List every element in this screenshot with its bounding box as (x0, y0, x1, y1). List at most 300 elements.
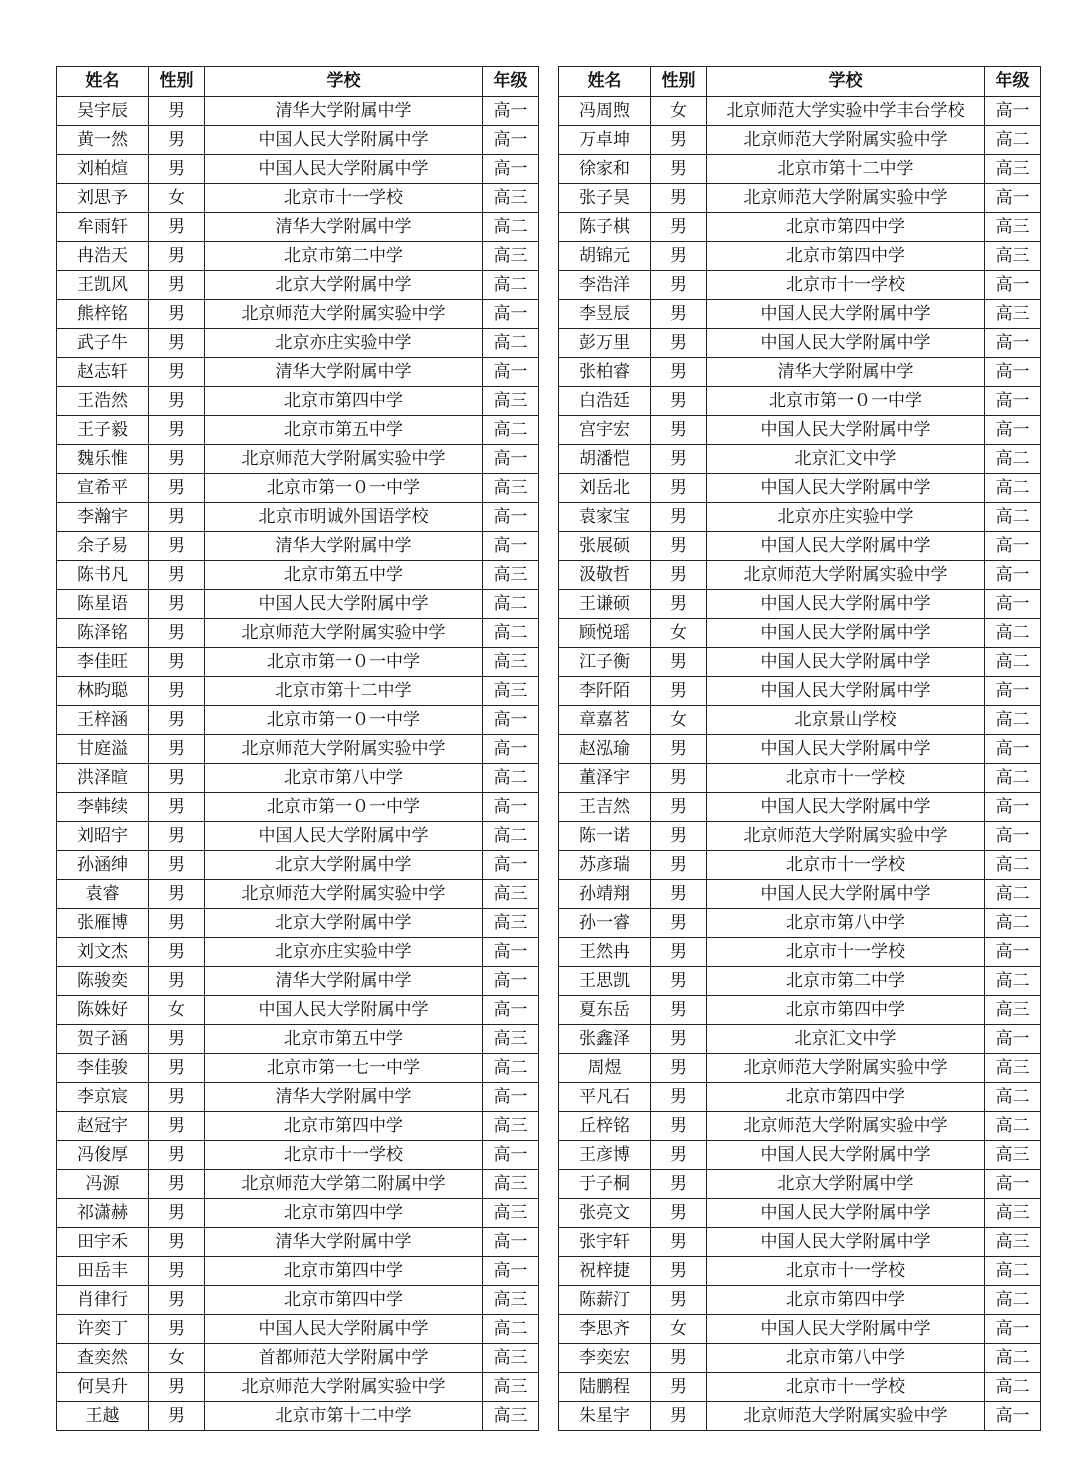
cell-gender: 男 (651, 271, 707, 300)
cell-name: 陈子棋 (559, 213, 651, 242)
cell-gender: 男 (651, 561, 707, 590)
cell-name: 王然冉 (559, 938, 651, 967)
cell-grade: 高二 (985, 619, 1041, 648)
cell-name: 袁家宝 (559, 503, 651, 532)
cell-grade: 高一 (985, 329, 1041, 358)
cell-name: 余子易 (57, 532, 149, 561)
cell-grade: 高一 (483, 1257, 539, 1286)
left-roster-table (56, 66, 539, 1431)
cell-school: 北京师范大学第二附属中学 (205, 1170, 483, 1199)
cell-school: 清华大学附属中学 (707, 358, 985, 387)
cell-name: 陆鹏程 (559, 1373, 651, 1402)
table-row (559, 706, 1041, 735)
cell-gender: 男 (149, 851, 205, 880)
table-row (57, 967, 539, 996)
cell-name: 何昊升 (57, 1373, 149, 1402)
cell-school: 中国人民大学附属中学 (707, 735, 985, 764)
table-row (559, 648, 1041, 677)
cell-grade: 高三 (985, 1199, 1041, 1228)
cell-name: 李韩续 (57, 793, 149, 822)
header-name: 姓名 (57, 67, 149, 97)
cell-school: 北京市第十二中学 (205, 677, 483, 706)
cell-grade: 高三 (985, 1054, 1041, 1083)
cell-name: 王思凯 (559, 967, 651, 996)
cell-grade: 高一 (483, 1083, 539, 1112)
cell-gender: 男 (651, 822, 707, 851)
cell-school: 北京师范大学附属实验中学 (707, 184, 985, 213)
cell-name: 刘柏煊 (57, 155, 149, 184)
cell-school: 北京市第四中学 (205, 1112, 483, 1141)
table-row (559, 735, 1041, 764)
cell-gender: 男 (149, 155, 205, 184)
cell-name: 张展硕 (559, 532, 651, 561)
cell-grade: 高一 (985, 387, 1041, 416)
table-row (559, 677, 1041, 706)
cell-name: 陈骏奕 (57, 967, 149, 996)
table-row (559, 1315, 1041, 1344)
table-row (57, 1199, 539, 1228)
cell-gender: 男 (651, 1170, 707, 1199)
cell-school: 北京师范大学附属实验中学 (205, 300, 483, 329)
cell-gender: 男 (149, 126, 205, 155)
cell-name: 田岳丰 (57, 1257, 149, 1286)
cell-gender: 男 (651, 213, 707, 242)
cell-gender: 男 (651, 1344, 707, 1373)
cell-gender: 男 (149, 532, 205, 561)
table-row (57, 300, 539, 329)
table-row (57, 155, 539, 184)
cell-gender: 女 (149, 184, 205, 213)
cell-school: 中国人民大学附属中学 (707, 1141, 985, 1170)
cell-school: 中国人民大学附属中学 (205, 590, 483, 619)
cell-grade: 高三 (985, 996, 1041, 1025)
cell-grade: 高一 (985, 1402, 1041, 1431)
cell-gender: 男 (149, 938, 205, 967)
cell-grade: 高三 (483, 1344, 539, 1373)
cell-name: 夏东岳 (559, 996, 651, 1025)
table-row (57, 184, 539, 213)
cell-gender: 男 (651, 793, 707, 822)
table-row (57, 677, 539, 706)
table-row (559, 213, 1041, 242)
table-row (57, 271, 539, 300)
table-row (57, 1257, 539, 1286)
cell-name: 汲敬哲 (559, 561, 651, 590)
cell-gender: 男 (149, 735, 205, 764)
cell-school: 北京大学附属中学 (205, 271, 483, 300)
table-row (559, 358, 1041, 387)
cell-name: 刘岳北 (559, 474, 651, 503)
cell-gender: 男 (149, 822, 205, 851)
cell-school: 北京师范大学附属实验中学 (707, 561, 985, 590)
cell-gender: 男 (149, 387, 205, 416)
cell-grade: 高二 (483, 590, 539, 619)
table-row (57, 474, 539, 503)
cell-gender: 男 (149, 242, 205, 271)
cell-gender: 男 (149, 1141, 205, 1170)
cell-gender: 男 (651, 1112, 707, 1141)
cell-grade: 高一 (985, 677, 1041, 706)
cell-name: 苏彦瑞 (559, 851, 651, 880)
cell-gender: 男 (651, 184, 707, 213)
cell-name: 张雁博 (57, 909, 149, 938)
cell-gender: 男 (651, 735, 707, 764)
cell-gender: 女 (651, 706, 707, 735)
cell-grade: 高一 (483, 1228, 539, 1257)
cell-gender: 男 (651, 1199, 707, 1228)
cell-gender: 男 (149, 503, 205, 532)
cell-gender: 男 (149, 1373, 205, 1402)
cell-name: 王越 (57, 1402, 149, 1431)
table-row (57, 1402, 539, 1431)
cell-school: 北京市十一学校 (707, 851, 985, 880)
cell-grade: 高二 (985, 764, 1041, 793)
cell-school: 中国人民大学附属中学 (205, 126, 483, 155)
cell-gender: 男 (149, 1286, 205, 1315)
cell-school: 北京汇文中学 (707, 445, 985, 474)
cell-school: 中国人民大学附属中学 (205, 1315, 483, 1344)
cell-school: 清华大学附属中学 (205, 213, 483, 242)
table-row (57, 822, 539, 851)
cell-school: 北京大学附属中学 (707, 1170, 985, 1199)
cell-name: 牟雨轩 (57, 213, 149, 242)
cell-name: 董泽宇 (559, 764, 651, 793)
cell-school: 北京市十一学校 (707, 764, 985, 793)
cell-grade: 高一 (483, 938, 539, 967)
cell-name: 祁潇赫 (57, 1199, 149, 1228)
cell-grade: 高三 (985, 242, 1041, 271)
header-grade: 年级 (985, 67, 1041, 97)
table-row (57, 503, 539, 532)
cell-gender: 女 (149, 1344, 205, 1373)
cell-name: 王子毅 (57, 416, 149, 445)
cell-school: 中国人民大学附属中学 (707, 300, 985, 329)
table-row (57, 793, 539, 822)
cell-gender: 男 (149, 445, 205, 474)
cell-gender: 男 (651, 677, 707, 706)
cell-name: 查奕然 (57, 1344, 149, 1373)
cell-gender: 男 (651, 1141, 707, 1170)
cell-grade: 高二 (483, 416, 539, 445)
cell-gender: 男 (651, 1054, 707, 1083)
table-row (559, 503, 1041, 532)
cell-grade: 高一 (483, 793, 539, 822)
table-row (559, 619, 1041, 648)
cell-school: 北京市第八中学 (707, 909, 985, 938)
table-row (57, 213, 539, 242)
cell-name: 贺子涵 (57, 1025, 149, 1054)
cell-gender: 男 (651, 474, 707, 503)
cell-school: 中国人民大学附属中学 (707, 532, 985, 561)
cell-gender: 男 (149, 967, 205, 996)
cell-name: 陈泽铭 (57, 619, 149, 648)
cell-school: 北京师范大学附属实验中学 (205, 619, 483, 648)
cell-gender: 男 (149, 1112, 205, 1141)
cell-name: 徐家和 (559, 155, 651, 184)
cell-name: 吴宇辰 (57, 97, 149, 126)
cell-name: 朱星宇 (559, 1402, 651, 1431)
table-row (559, 1170, 1041, 1199)
cell-grade: 高三 (483, 648, 539, 677)
cell-gender: 男 (149, 590, 205, 619)
cell-school: 北京市第四中学 (707, 996, 985, 1025)
table-row (57, 561, 539, 590)
table-row (57, 909, 539, 938)
table-row (57, 1083, 539, 1112)
cell-gender: 男 (651, 1286, 707, 1315)
table-row (559, 300, 1041, 329)
cell-grade: 高三 (483, 184, 539, 213)
cell-grade: 高三 (483, 387, 539, 416)
cell-name: 刘文杰 (57, 938, 149, 967)
cell-grade: 高一 (483, 851, 539, 880)
table-row (559, 416, 1041, 445)
cell-school: 北京市十一学校 (205, 184, 483, 213)
cell-grade: 高二 (483, 619, 539, 648)
cell-grade: 高二 (483, 329, 539, 358)
table-row (57, 996, 539, 1025)
table-row (559, 97, 1041, 126)
cell-gender: 男 (651, 242, 707, 271)
cell-grade: 高三 (483, 909, 539, 938)
cell-gender: 男 (651, 967, 707, 996)
cell-school: 北京大学附属中学 (205, 909, 483, 938)
cell-school: 中国人民大学附属中学 (707, 648, 985, 677)
right-roster-table (558, 66, 1041, 1431)
cell-grade: 高三 (483, 1170, 539, 1199)
cell-school: 北京市第一七一中学 (205, 1054, 483, 1083)
table-row (559, 561, 1041, 590)
cell-gender: 男 (651, 851, 707, 880)
table-row (559, 1373, 1041, 1402)
cell-school: 北京亦庄实验中学 (707, 503, 985, 532)
cell-school: 北京市第十二中学 (205, 1402, 483, 1431)
cell-grade: 高一 (483, 1141, 539, 1170)
cell-name: 陈书凡 (57, 561, 149, 590)
cell-name: 宫宇宏 (559, 416, 651, 445)
cell-gender: 男 (651, 880, 707, 909)
cell-grade: 高二 (985, 909, 1041, 938)
cell-gender: 男 (149, 1025, 205, 1054)
table-row (57, 764, 539, 793)
cell-gender: 男 (651, 1373, 707, 1402)
cell-school: 北京市第八中学 (205, 764, 483, 793)
cell-school: 北京市第一０一中学 (707, 387, 985, 416)
cell-school: 北京市第二中学 (205, 242, 483, 271)
cell-name: 赵志轩 (57, 358, 149, 387)
cell-school: 北京师范大学附属实验中学 (205, 880, 483, 909)
cell-school: 中国人民大学附属中学 (707, 416, 985, 445)
cell-grade: 高二 (985, 1373, 1041, 1402)
table-row (57, 1141, 539, 1170)
table-row (57, 126, 539, 155)
table-row (57, 1112, 539, 1141)
cell-school: 北京师范大学实验中学丰台学校 (707, 97, 985, 126)
table-row (559, 1141, 1041, 1170)
header-school: 学校 (707, 67, 985, 97)
cell-name: 彭万里 (559, 329, 651, 358)
cell-name: 胡锦元 (559, 242, 651, 271)
table-row (57, 1373, 539, 1402)
cell-name: 李昱辰 (559, 300, 651, 329)
cell-school: 清华大学附属中学 (205, 532, 483, 561)
table-row (559, 1112, 1041, 1141)
cell-grade: 高三 (483, 1112, 539, 1141)
header-gender: 性别 (149, 67, 205, 97)
cell-school: 中国人民大学附属中学 (205, 155, 483, 184)
cell-name: 冯俊厚 (57, 1141, 149, 1170)
cell-name: 白浩廷 (559, 387, 651, 416)
cell-name: 顾悦瑶 (559, 619, 651, 648)
table-row (559, 793, 1041, 822)
table-row (559, 126, 1041, 155)
cell-gender: 男 (149, 474, 205, 503)
cell-school: 中国人民大学附属中学 (707, 677, 985, 706)
table-row (57, 532, 539, 561)
cell-grade: 高二 (985, 851, 1041, 880)
cell-name: 刘昭宇 (57, 822, 149, 851)
cell-gender: 男 (149, 213, 205, 242)
cell-name: 李奕宏 (559, 1344, 651, 1373)
cell-gender: 男 (149, 677, 205, 706)
cell-gender: 男 (651, 909, 707, 938)
table-row (57, 1315, 539, 1344)
cell-school: 北京市明诚外国语学校 (205, 503, 483, 532)
cell-grade: 高一 (483, 735, 539, 764)
cell-name: 王凯风 (57, 271, 149, 300)
cell-school: 北京师范大学附属实验中学 (205, 445, 483, 474)
table-row (559, 184, 1041, 213)
cell-grade: 高一 (985, 1170, 1041, 1199)
cell-gender: 男 (149, 358, 205, 387)
cell-grade: 高一 (985, 532, 1041, 561)
cell-name: 万卓坤 (559, 126, 651, 155)
cell-school: 北京市第五中学 (205, 1025, 483, 1054)
cell-gender: 男 (651, 764, 707, 793)
cell-school: 清华大学附属中学 (205, 967, 483, 996)
table-row (57, 619, 539, 648)
cell-school: 北京大学附属中学 (205, 851, 483, 880)
cell-gender: 男 (149, 880, 205, 909)
cell-name: 张亮文 (559, 1199, 651, 1228)
table-row (559, 242, 1041, 271)
cell-school: 北京师范大学附属实验中学 (205, 1373, 483, 1402)
cell-school: 北京市第一０一中学 (205, 793, 483, 822)
cell-grade: 高三 (483, 242, 539, 271)
table-row (57, 1286, 539, 1315)
cell-gender: 男 (651, 996, 707, 1025)
cell-grade: 高二 (985, 967, 1041, 996)
cell-grade: 高二 (985, 1083, 1041, 1112)
cell-gender: 男 (651, 532, 707, 561)
cell-grade: 高一 (985, 416, 1041, 445)
table-row (559, 1199, 1041, 1228)
cell-grade: 高一 (483, 97, 539, 126)
cell-name: 丘梓铭 (559, 1112, 651, 1141)
cell-grade: 高三 (985, 213, 1041, 242)
table-row (57, 97, 539, 126)
table-row (57, 880, 539, 909)
cell-grade: 高二 (985, 880, 1041, 909)
cell-grade: 高三 (985, 155, 1041, 184)
cell-name: 王彦博 (559, 1141, 651, 1170)
cell-school: 北京师范大学附属实验中学 (707, 1054, 985, 1083)
cell-school: 北京市第五中学 (205, 561, 483, 590)
cell-school: 北京市十一学校 (707, 1373, 985, 1402)
header-name: 姓名 (559, 67, 651, 97)
cell-grade: 高一 (483, 445, 539, 474)
table-row (559, 1025, 1041, 1054)
cell-name: 王谦硕 (559, 590, 651, 619)
cell-grade: 高二 (483, 1054, 539, 1083)
cell-grade: 高三 (483, 677, 539, 706)
table-row (559, 996, 1041, 1025)
cell-name: 冉浩天 (57, 242, 149, 271)
cell-gender: 男 (651, 300, 707, 329)
cell-grade: 高三 (483, 880, 539, 909)
table-row (559, 764, 1041, 793)
table-row (57, 851, 539, 880)
table-row (57, 1344, 539, 1373)
cell-gender: 男 (651, 445, 707, 474)
cell-grade: 高三 (483, 1373, 539, 1402)
cell-school: 中国人民大学附属中学 (707, 474, 985, 503)
cell-grade: 高二 (483, 764, 539, 793)
cell-grade: 高二 (483, 271, 539, 300)
cell-gender: 男 (149, 1083, 205, 1112)
table-row (57, 445, 539, 474)
cell-name: 赵冠宇 (57, 1112, 149, 1141)
cell-grade: 高三 (985, 300, 1041, 329)
cell-school: 北京师范大学附属实验中学 (707, 822, 985, 851)
cell-grade: 高二 (985, 445, 1041, 474)
cell-grade: 高一 (985, 358, 1041, 387)
table-row (57, 938, 539, 967)
cell-grade: 高一 (985, 590, 1041, 619)
cell-grade: 高一 (483, 358, 539, 387)
cell-grade: 高三 (985, 1141, 1041, 1170)
cell-gender: 男 (651, 358, 707, 387)
cell-gender: 男 (651, 938, 707, 967)
cell-name: 孙涵绅 (57, 851, 149, 880)
cell-gender: 男 (149, 764, 205, 793)
cell-name: 袁睿 (57, 880, 149, 909)
table-row (559, 532, 1041, 561)
cell-grade: 高一 (483, 503, 539, 532)
cell-grade: 高一 (985, 938, 1041, 967)
cell-school: 北京市第一０一中学 (205, 706, 483, 735)
table-row (559, 880, 1041, 909)
cell-name: 林昀聪 (57, 677, 149, 706)
cell-name: 王梓涵 (57, 706, 149, 735)
cell-grade: 高三 (483, 1286, 539, 1315)
cell-gender: 男 (149, 561, 205, 590)
cell-name: 赵泓瑜 (559, 735, 651, 764)
cell-name: 王吉然 (559, 793, 651, 822)
cell-grade: 高一 (483, 532, 539, 561)
cell-grade: 高三 (483, 1199, 539, 1228)
cell-gender: 女 (651, 97, 707, 126)
cell-gender: 男 (149, 706, 205, 735)
cell-name: 祝梓捷 (559, 1257, 651, 1286)
cell-name: 张子昊 (559, 184, 651, 213)
cell-school: 北京师范大学附属实验中学 (707, 126, 985, 155)
cell-gender: 女 (651, 1315, 707, 1344)
cell-gender: 男 (149, 1199, 205, 1228)
cell-name: 孙一睿 (559, 909, 651, 938)
cell-gender: 男 (149, 416, 205, 445)
cell-name: 张鑫泽 (559, 1025, 651, 1054)
